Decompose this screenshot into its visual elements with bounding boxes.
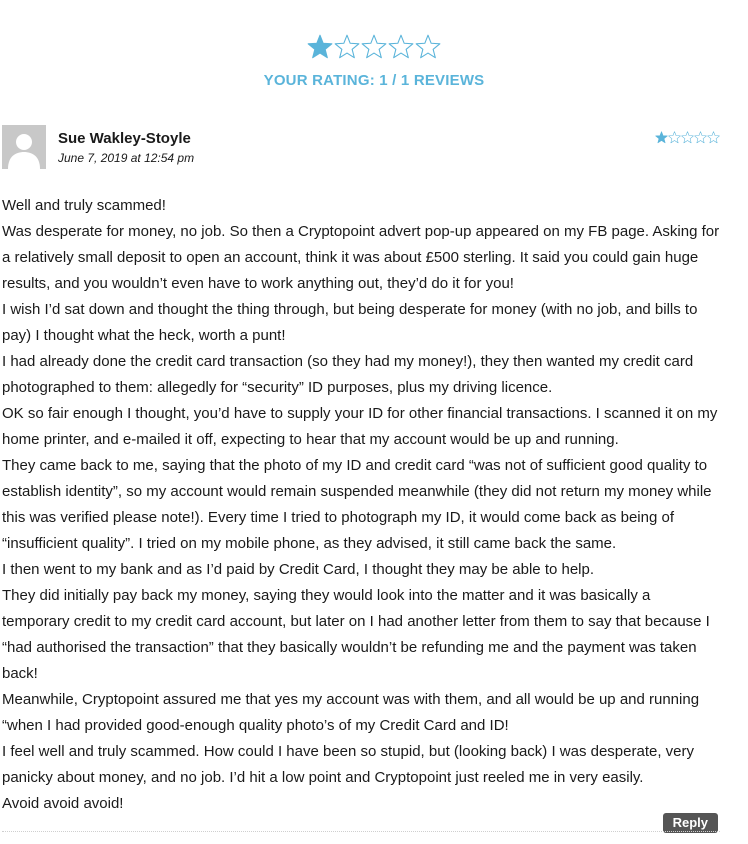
review-paragraph: I had already done the credit card transaction (so they had my money!), they then wanted my credit card photographed to them: allegedly for “security” ID purposes, plus my driving licence. [2,353,694,396]
rating-summary [0,34,748,89]
rating-summary-text: YOUR RATING: 1 / 1 REVIEWS [263,72,485,89]
reply-container [663,813,718,833]
comment-divider [2,831,720,832]
review-paragraph: I feel well and truly scammed. How could I have been so stupid, but (looking back) I was desperate, very panicky about money, and no job. I’d hit a low point and Cryptopoint just reeled me in very easily. [2,743,695,786]
rating-star-empty-icon[interactable] [334,34,360,60]
review-paragraph: Well and truly scammed! [2,197,166,214]
review-star-empty-icon [681,131,694,144]
review-comment [2,125,720,817]
review-text [2,193,720,817]
review-paragraph: Avoid avoid avoid! [2,795,124,812]
review-star-empty-icon [668,131,681,144]
review-rating-stars [655,131,720,144]
rating-star-filled-icon[interactable] [307,34,333,60]
review-star-empty-icon [707,131,720,144]
review-paragraph: I then went to my bank and as I’d paid by Credit Card, I thought they may be able to help. [2,561,595,578]
rating-stars[interactable] [307,34,441,62]
review-paragraph: Meanwhile, Cryptopoint assured me that yes my account was with them, and all would be up and running “when I had provided good-enough quality photo’s of my Credit Card and ID! [2,691,700,734]
review-paragraph: I wish I’d sat down and thought the thing through, but being desperate for money (with no job, and bills to pay) I thought what the heck, worth a punt! [2,301,698,344]
review-paragraph: Was desperate for money, no job. So then a Cryptopoint advert pop-up appeared on my FB page. Asking for a relatively small deposit to open an account, think it was about £500 sterling. It said you could gain huge results, and you wouldn’t even have to work anything out, they’d do it for you! [2,223,720,292]
review-author[interactable]: Sue Wakley-Stoyle [58,130,191,147]
review-star-empty-icon [694,131,707,144]
review-paragraph: OK so fair enough I thought, you’d have to supply your ID for other financial transactions. I scanned it on my home printer, and e-mailed it off, expecting to hear that my account would be up and running. [2,405,718,448]
reply-button[interactable]: Reply [663,813,718,833]
rating-star-empty-icon[interactable] [361,34,387,60]
review-paragraph: They did initially pay back my money, saying they would look into the matter and it was basically a temporary credit to my credit card account, but later on I had another letter from them to say that because I “had authorised the transaction” that they basically wouldn’t be refunding me and the payment was taken back! [2,587,710,682]
review-date[interactable]: June 7, 2019 at 12:54 pm [58,151,195,165]
review-header [2,125,720,169]
rating-star-empty-icon[interactable] [415,34,441,60]
review-paragraph: They came back to me, saying that the photo of my ID and credit card “was not of sufficient good quality to establish identity”, so my account would remain suspended meanwhile (they did not return my money while this was verified please note!). Every time I tried to photograph my ID, it would come back as being of “insufficient quality”. I tried on my mobile phone, as they advised, it still came back the same. [2,457,712,552]
review-star-filled-icon [655,131,668,144]
rating-star-empty-icon[interactable] [388,34,414,60]
default-avatar-icon [2,125,46,169]
